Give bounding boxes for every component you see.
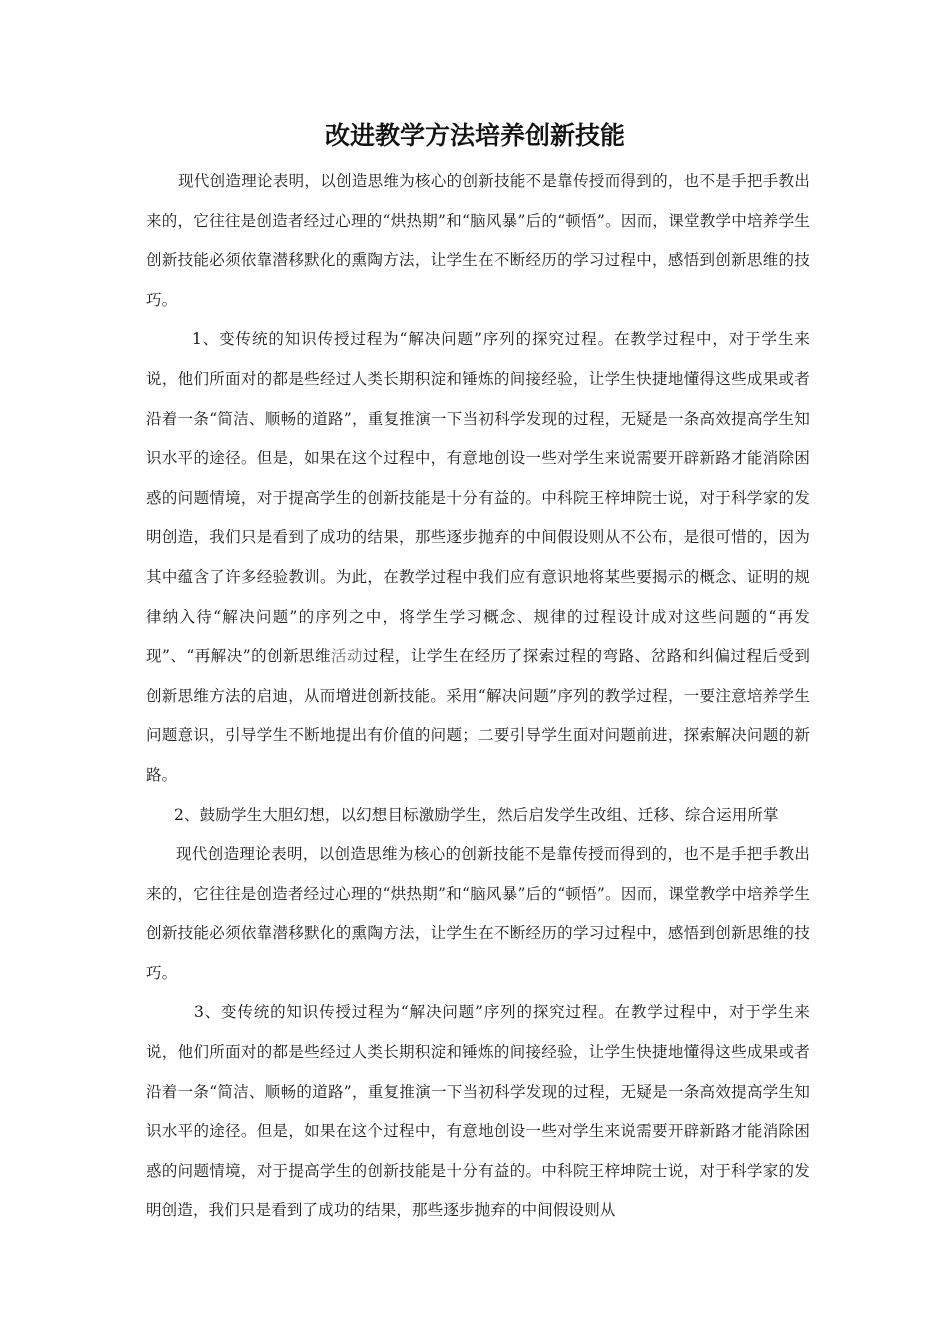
faded-word-activity: 活动 xyxy=(330,647,363,666)
paragraph-point-3: 3、变传统的知识传授过程为“解决问题”序列的探究过程。在教学过程中，对于学生来说，他们所面对的都是些经过人类长期积淀和锤炼的间接经验，让学生快捷地懂得这些成果或者沿着一条“简洁、顺畅的道路”，重复推演一下当初科学发现的过程，无疑是一条高效提高学生知识水平的途径。但是，如果在这个过程中，有意地创设一些对学生来说需要开辟新路才能消除困惑的问题情境，对于提高学生的创新技能是十分有益的。中科院王梓坤院士说，对于科学家的发明创造，我们只是看到了成功的结果，那些逐步抛弃的中间假设则从 xyxy=(146,1003,810,1220)
paragraph-point-1-text-before: 1、变传统的知识传授过程为“解决问题”序列的探究过程。在教学过程中，对于学生来说，他们所面对的都是些经过人类长期积淀和锤炼的间接经验，让学生快捷地懂得这些成果或者沿着一条“简洁、顺畅的道路”，重复推演一下当初科学发现的过程，无疑是一条高效提高学生知识水平的途径。但是，如果在这个过程中，有意地创设一些对学生来说需要开辟新路才能消除困惑的问题情境，对于提高学生的创新技能是十分有益的。中科院王梓坤院士说，对于科学家的发明创造，我们只是看到了成功的结果，那些逐步抛弃的中间假设则从不公布，是很可惜的，因为其中蕴含了许多经验教训。为此，在教学过程中我们应有意识地将某些要揭示的概念、证明的规律纳入待“解决问题”的序列之中，将学生学习概念、规律的过程设计成对这些问题的“再发现”、“再解决”的创新思维 xyxy=(146,330,810,666)
paragraph-point-2: 2、鼓励学生大胆幻想，以幻想目标激励学生，然后启发学生改组、迁移、综合运用所掌 xyxy=(174,805,779,824)
paragraph-repeated-intro: 现代创造理论表明，以创造思维为核心的创新技能不是靠传授而得到的，也不是手把手教出来的，它往往是创造者经过心理的“烘热期”和“脑风暴”后的“顿悟”。因而，课堂教学中培养学生创新技能必须依靠潜移默化的熏陶方法，让学生在不断经历的学习过程中，感悟到创新思维的技巧。 xyxy=(146,845,810,982)
paragraph-point-1 xyxy=(146,320,810,795)
document-body xyxy=(146,162,810,1231)
paragraph-point-1-text-after: 过程，让学生在经历了探索过程的弯路、岔路和纠偏过程后受到创新思维方法的启迪，从而增进创新技能。采用“解决问题”序列的教学过程，一要注意培养学生问题意识，引导学生不断地提出有价值的问题；二要引导学生面对问题前进，探索解决问题的新路。 xyxy=(146,647,810,784)
paragraph-intro: 现代创造理论表明，以创造思维为核心的创新技能不是靠传授而得到的，也不是手把手教出来的，它往往是创造者经过心理的“烘热期”和“脑风暴”后的“顿悟”。因而，课堂教学中培养学生创新技能必须依靠潜移默化的熏陶方法，让学生在不断经历的学习过程中，感悟到创新思维的技巧。 xyxy=(146,172,810,309)
document-title: 改进教学方法培养创新技能 xyxy=(324,121,625,150)
